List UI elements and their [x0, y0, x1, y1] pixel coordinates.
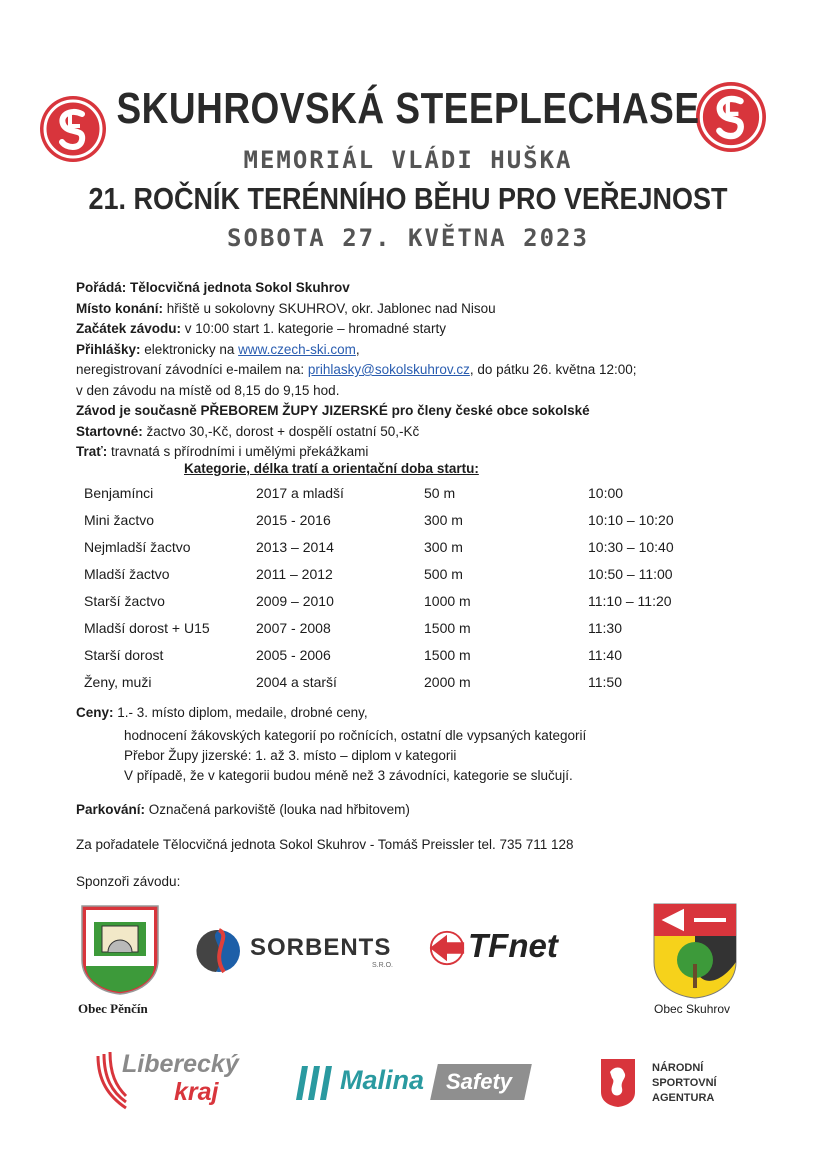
- category-time: 11:50: [588, 674, 622, 690]
- category-distance: 50 m: [424, 485, 456, 501]
- category-time: 11:30: [588, 620, 622, 636]
- category-name: Starší žactvo: [84, 593, 165, 609]
- category-name: Mini žactvo: [84, 512, 155, 528]
- category-time: 10:30 – 10:40: [588, 539, 674, 555]
- tfnet-logo: [428, 926, 570, 970]
- category-row: [84, 566, 724, 592]
- category-years: 2004 a starší: [256, 674, 337, 690]
- pencin-crest: [80, 904, 160, 996]
- parking-line: Parkování: Označená parkoviště (louka nad hřbitovem): [76, 802, 410, 817]
- contact-line: Za pořadatele Tělocvičná jednota Sokol Skuhrov - Tomáš Preissler tel. 735 711 128: [76, 837, 574, 852]
- category-years: 2011 – 2012: [256, 566, 333, 582]
- organizer-line: Pořádá: Tělocvičná jednota Sokol Skuhrov: [76, 280, 350, 295]
- tfnet-name: TFnet: [468, 927, 558, 964]
- category-name: Ženy, muži: [84, 674, 152, 690]
- sorbents-logo: [196, 928, 410, 974]
- category-row: [84, 512, 724, 538]
- category-time: 10:50 – 11:00: [588, 566, 673, 582]
- prizes-line-3: Přebor Župy jizerské: 1. až 3. místo – diplom v kategorii: [124, 748, 457, 763]
- onsite-line: v den závodu na místě od 8,15 do 9,15 hod.: [76, 382, 340, 398]
- category-row: [84, 647, 724, 673]
- sorbents-sub: S.R.O.: [372, 962, 394, 969]
- category-time: 10:00: [588, 485, 624, 501]
- event-edition: 21. ROČNÍK TERÉNNÍHO BĚHU PRO VEŘEJNOST: [88, 182, 728, 216]
- registration-line: Přihlášky: elektronicky na www.czech-ski.com,: [76, 341, 360, 357]
- registration-email-link[interactable]: prihlasky@sokolskuhrov.cz: [307, 362, 470, 377]
- prizes-line-2: hodnocení žákovských kategorií po ročnících, ostatní dle vypsaných kategorií: [124, 728, 587, 743]
- nsa-line-2: SPORTOVNÍ: [652, 1077, 717, 1089]
- category-distance: 300 m: [424, 512, 463, 528]
- registration-link[interactable]: www.czech-ski.com: [238, 341, 356, 357]
- category-row: [84, 620, 724, 646]
- category-time: 11:10 – 11:20: [588, 593, 672, 609]
- category-row: [84, 539, 724, 565]
- category-name: Mladší dorost + U15: [84, 620, 210, 636]
- liberecky-kraj-logo: [94, 1050, 246, 1112]
- prizes-line-1: Ceny: 1.- 3. místo diplom, medaile, drobné ceny,: [76, 705, 368, 720]
- category-name: Starší dorost: [84, 647, 164, 663]
- category-distance: 500 m: [424, 566, 463, 582]
- event-title: SKUHROVSKÁ STEEPLECHASE: [116, 84, 700, 133]
- event-date: SOBOTA 27. KVĚTNA 2023: [227, 224, 589, 252]
- category-time: 10:10 – 10:20: [588, 512, 674, 528]
- pencin-caption: Obec Pěnčín: [78, 1001, 148, 1016]
- category-years: 2017 a mladší: [256, 485, 344, 501]
- safety-text: Safety: [446, 1069, 513, 1094]
- category-distance: 1500 m: [424, 620, 471, 636]
- track-line: Trať: travnatá s přírodními i umělými překážkami: [76, 444, 369, 459]
- skuhrov-caption: Obec Skuhrov: [654, 1002, 731, 1016]
- category-name: Benjamínci: [84, 485, 154, 501]
- nsa-logo: [600, 1058, 740, 1110]
- category-time: 11:40: [588, 647, 622, 663]
- czech-lion-icon: [600, 1058, 636, 1108]
- unregistered-line: neregistrovaní závodníci e-mailem na: prihlasky@sokolskuhrov.cz, do pátku 26. května 12:00;: [76, 362, 637, 377]
- tfnet-arrow-icon: [428, 929, 466, 967]
- malina-stripes-icon: [290, 1062, 336, 1102]
- category-years: 2009 – 2010: [256, 593, 334, 609]
- venue-line: Místo konání: hřiště u sokolovny SKUHROV, okr. Jablonec nad Nisou: [76, 300, 496, 316]
- skuhrov-crest: [652, 902, 738, 1000]
- liberecky-text-2: kraj: [174, 1078, 219, 1106]
- category-distance: 1500 m: [424, 647, 471, 663]
- nsa-line-1: NÁRODNÍ: [652, 1062, 704, 1074]
- category-row: [84, 674, 724, 700]
- sorbents-name: SORBENTS: [250, 934, 392, 961]
- malina-safety-logo: [290, 1062, 530, 1102]
- categories-heading: Kategorie, délka tratí a orientační doba startu:: [184, 461, 479, 476]
- category-row: [84, 485, 724, 511]
- category-years: 2013 – 2014: [256, 539, 334, 555]
- start-line: Začátek závodu: v 10:00 start 1. kategorie – hromadné starty: [76, 321, 446, 336]
- nsa-line-3: AGENTURA: [652, 1092, 715, 1104]
- category-name: Nejmladší žactvo: [84, 539, 191, 555]
- category-years: 2007 - 2008: [256, 620, 331, 636]
- category-distance: 1000 m: [424, 593, 471, 609]
- category-years: 2015 - 2016: [256, 512, 331, 528]
- category-row: [84, 593, 724, 619]
- sponsors-heading: Sponzoři závodu:: [76, 874, 181, 889]
- category-distance: 300 m: [424, 539, 463, 555]
- category-distance: 2000 m: [424, 674, 471, 690]
- fee-line: Startovné: žactvo 30,-Kč, dorost + dospělí ostatní 50,-Kč: [76, 423, 420, 439]
- malina-name: Malina: [340, 1065, 425, 1095]
- liberecky-text-1: Liberecký: [122, 1050, 239, 1078]
- prizes-line-4: V případě, že v kategorii budou méně než 3 závodníci, kategorie se slučují.: [124, 768, 573, 783]
- category-name: Mladší žactvo: [84, 566, 170, 582]
- category-years: 2005 - 2006: [256, 647, 331, 663]
- info-block: [76, 278, 756, 463]
- championship-line: Závod je současně PŘEBOREM ŽUPY JIZERSKÉ pro členy české obce sokolské: [76, 403, 590, 418]
- sorbents-circle-icon: [196, 928, 242, 974]
- event-subtitle: MEMORIÁL VLÁDI HUŠKA: [243, 146, 573, 174]
